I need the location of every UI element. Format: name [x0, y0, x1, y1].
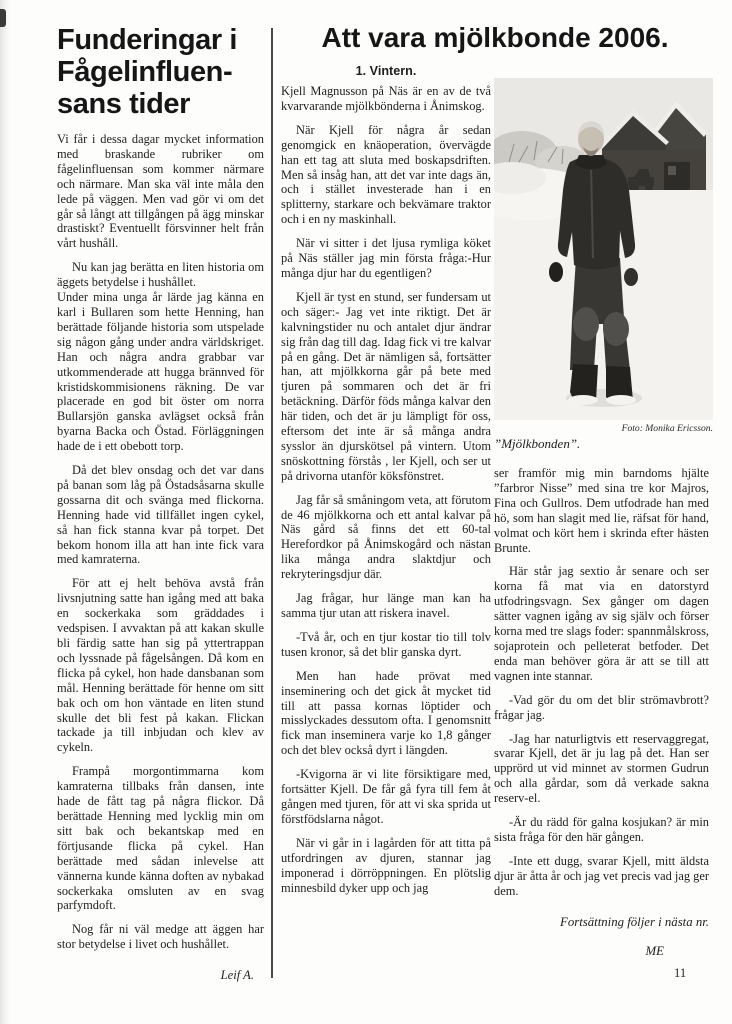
paragraph: -Är du rädd för galna kosjukan? är min sista fråga för den här gången. [494, 815, 709, 844]
paragraph: När vi går in i lagården för att titta på utfordringen av djuren, stannar jag imponerad i dörröppningen. En plötslig minnesbild dyker upp och jag [281, 835, 491, 895]
right-article-column-2 [494, 466, 709, 959]
left-article-title [57, 24, 264, 120]
paragraph: Då det blev onsdag och det var dans på banan som låg på Östadsåsarna skulle gossarna dit och svänga med flickorna. Henning hade vid tillfället ingen cykel, så han fick stanna kvar på torpet. Det bekom honom illa att han inte fick vara med kamraterna. [57, 463, 264, 567]
paragraph: ser framför mig min barndoms hjälte ”farbror Nisse” med sina tre kor Majros, Fina och Gullros. Dem utfodrade han med hö, som han slagit med lie, räfsat för hand, volmat och kört hem i skrinda efter hästen Brunte. [494, 466, 709, 555]
right-article-title: Att vara mjölkbonde 2006. [321, 22, 669, 53]
column-divider-rule [271, 28, 273, 978]
photo-caption: ”Mjölkbonden”. [494, 436, 581, 451]
paragraph: -Jag har naturligtvis ett reservaggregat, svarar Kjell, det är ju lag på det. Han ser upprörd ut vid minnet av stormen Gudrun och alla gårdar, som då verkade sakna reserv-el. [494, 731, 709, 806]
scan-artifact [0, 9, 6, 27]
scan-edge-shading [0, 0, 10, 1024]
paragraph: -Två år, och en tjur kostar tio till tolv tusen kronor, så det blir ganska dyrt. [281, 629, 491, 659]
paragraph: Jag får så småningom veta, att förutom de 46 mjölkkorna och ett antal kalvar på Näs gård så finns det ett 60-tal Herefordkor på Ånimskogård och nästan lika många andra slaktdjur och rekryteringsdjur där. [281, 492, 491, 582]
paragraph: Under mina unga år lärde jag känna en karl i Bullaren som hette Henning, han berättade följande historia som utspelade sig någon gång under andra världskriget. Han och några andra grabbar var utkommenderade att hugga brännved för kristidskommisionens räkning. De var placerade en god bit öster om norra Bullarsjön ganska avlägset också från byarna Backa och Östad. Förläggningen hade de i ett obebott torp. [57, 290, 264, 454]
paragraph: Kjell Magnusson på Näs är en av de två kvarvarande mjölkbönderna i Ånimskog. [281, 84, 491, 113]
continuation-note: Fortsättning följer i nästa nr. [560, 914, 709, 929]
left-title-line-3: sans tider [57, 88, 190, 120]
paragraph: -Kvigorna är vi lite försiktigare med, fortsätter Kjell. De får gå fyra till fem åt gången med tjuren, för att vi ska sprida ut förstfödslarna något. [281, 767, 491, 826]
left-title-line-1: Funderingar i [57, 24, 238, 56]
paragraph: Kjell är tyst en stund, ser fundersam ut och säger:- Jag vet inte riktigt. Det är kalvningstider nu och antalet djur ändrar sig från dag till dag. Idag fick vi tre kalvar på en gång. Det är nämligen så, fortsätter han, att mjölkkorna går på bete med tjuren på sommaren och det är fri betäckning. Därför föds många kalvar den här tiden, och det är ju lämpligt för oss, eftersom det inte är så många andra sysslor än djurskötsel på vintern. Utom snöskottning förstås , ler Kjell, och ser ut på drivorna utanför köksfönstret. [281, 289, 491, 483]
paragraph: När Kjell för några år sedan genomgick en knäoperation, övervägde han ett tag att sluta med boskapsdriften. Men så insåg han, att det var inte dags än, och i stället investerade han i en splitterny, starkare och bekvämare traktor och i en ny maskinhall. [281, 122, 491, 227]
paragraph: Vi får i dessa dagar mycket information med braskande rubriker om fågelinfluensan som kommer närmare och närmare. Man ska väl inte måla den lede på väggen. Men vad gör vi om det går så långt att tillgången på ägg minskar drastiskt? Eventuellt försvinner helt från vårt hushåll. [57, 132, 264, 251]
paragraph: -Inte ett dugg, svarar Kjell, mitt äldsta djur är åtta år och jag vet precis vad jag ger dem. [494, 853, 709, 898]
page-number: 11 [674, 966, 687, 980]
paragraph: För att ej helt behöva avstå från livsnjutning satte han igång med att baka en sockerkaka som gräddades i vedspisen. I avvaktan på att kakan skulle bli färdig satte han sig på yttertrappan och lyssnade på fågelsången. Då kom en flicka på cykel, hon hade dansbanan som mål. Henning berättade för henne om sitt bak och om hon väntade en liten stund skulle det bli fest på kakan. Flickan tackade ja till inbjudan och klev av cykeln. [57, 576, 264, 755]
farmer-photo [494, 78, 713, 420]
author-signature: Leif A. [220, 968, 254, 983]
photo-block [494, 78, 713, 452]
paragraph: När vi sitter i det ljusa rymliga köket på Näs ställer jag min första fråga:-Hur många djur har du egentligen? [281, 236, 491, 280]
left-article [57, 24, 264, 983]
paragraph: Jag frågar, hur länge man kan ha samma tjur utan att riskera inavel. [281, 591, 491, 620]
right-article-column-1 [281, 64, 491, 904]
paragraph: -Vad gör du om det blir strömavbrott? frågar jag. [494, 692, 709, 722]
paragraph: Nu kan jag berätta en liten historia om äggets betydelse i hushållet. [57, 260, 264, 290]
author-initials: ME [645, 943, 664, 958]
paragraph: Men han hade prövat med inseminering och det gick åt mycket tid till att passa kornas löptider och misslyckades dessutom ofta. I genomsnitt fick man inseminera varje ko 1,8 gånger och det blev också dyrt i längden. [281, 668, 491, 758]
left-title-line-2: Fågelinfluen- [57, 56, 233, 88]
paragraph: Frampå morgontimmarna kom kamraterna tillbaks från dansen, inte hade de fått tag på några flickor. Då berättade Henning med lycklig min om sitt bak och bekantskap med en förtjusande flicka på cykel. Han berättade med sådan inlevelse att vännerna kunde känna doften av nybakad sockerkaka omsluten av en svag parfymdoft. [57, 764, 264, 913]
paragraph: Nog får ni väl medge att äggen har stor betydelse i livet och hushållet. [57, 922, 264, 952]
paragraph: Här står jag sextio år senare och ser korna få mat via en datorstyrd utfodringsvagn. Sex gånger om dagen sätter vagnen igång av sig själv och förser korna med tre slags foder: spannmålskross, sojaprotein och pelleterat betfoder. Det enda man behöver göra är att se till att vagnen inte stannar. [494, 564, 709, 683]
photo-credit: Foto: Monika Ericsson. [621, 423, 713, 434]
section-heading: 1. Vintern. [355, 64, 417, 78]
